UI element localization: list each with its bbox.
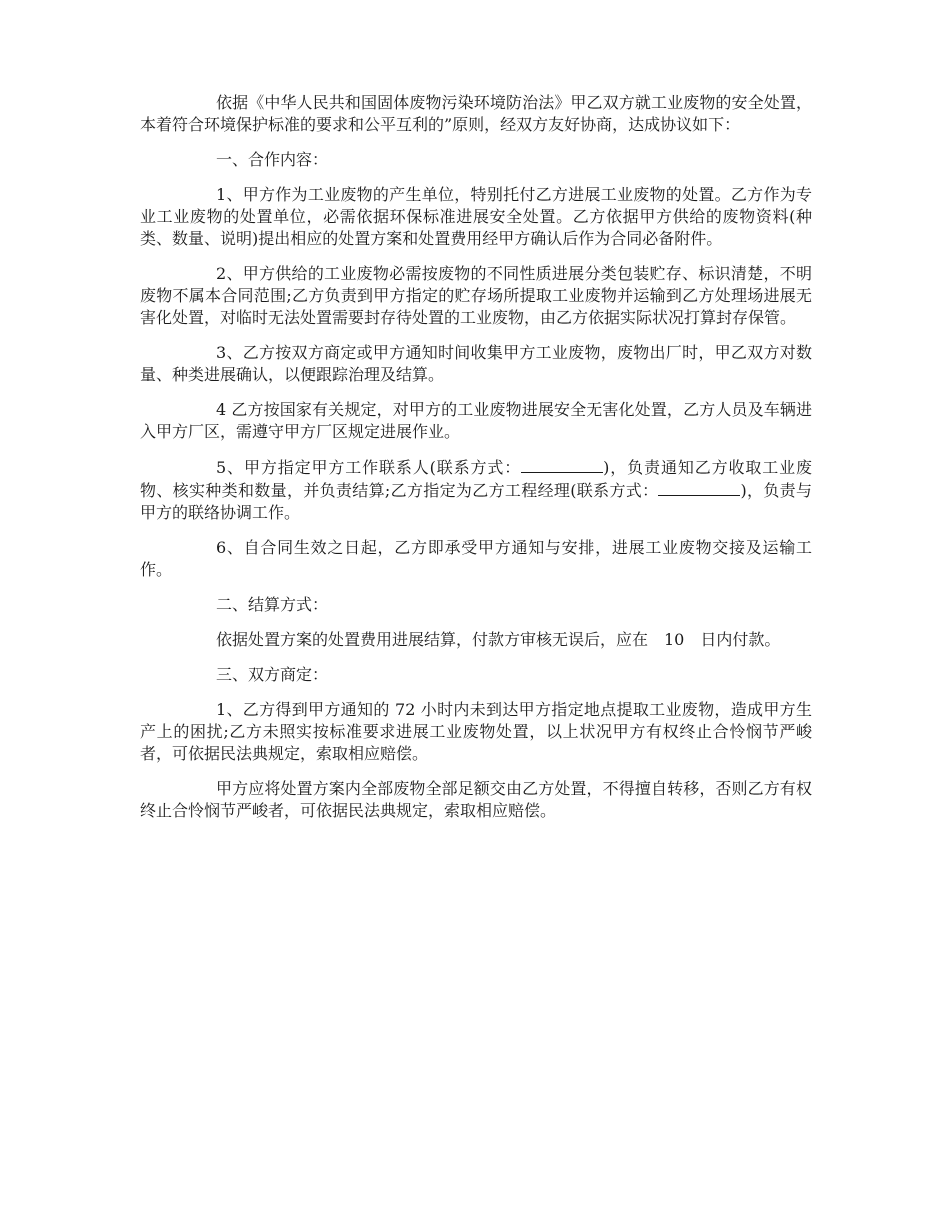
section-1-item-3: 3、乙方按双方商定或甲方通知时间收集甲方工业废物，废物出厂时，甲乙双方对数量、种类进展确认，以便跟踪治理及结算。 (140, 343, 812, 384)
section-1-item-5 (140, 456, 812, 524)
intro-paragraph: 依据《中华人民共和国固体废物污染环境防治法》甲乙双方就工业废物的安全处置，本着符合环境保护标准的要求和公平互利的”原则，经双方友好协商，达成协议如下： (140, 93, 812, 134)
item-5-text-b: )，负责通知乙方收取工业废物、核实种类和数量，并负责结算;乙方指定为乙方工程经理(联系方式： (140, 458, 812, 500)
item-5-text-a: 5、甲方指定甲方工作联系人(联系方式： (216, 458, 522, 477)
section-3-heading: 三、双方商定： (216, 665, 329, 684)
section-1-heading: 一、合作内容： (216, 150, 329, 169)
section-1-item-6: 6、自合同生效之日起，乙方即承受甲方通知与安排，进展工业废物交接及运输工作。 (140, 538, 812, 579)
contact-blank-party-a (521, 456, 603, 473)
section-3-item-1: 1、乙方得到甲方通知的 72 小时内未到达甲方指定地点提取工业废物，造成甲方生产上的困扰;乙方未照实按标准要求进展工业废物处置，以上状况甲方有权终止合怜悯节严峻者，可依据民法典规定，索取相应赔偿。 (140, 700, 812, 763)
contact-blank-party-b (658, 479, 740, 496)
section-3-item-2: 甲方应将处置方案内全部废物全部足额交由乙方处置，不得擅自转移，否则乙方有权终止合怜悯节严峻者，可依据民法典规定，索取相应赔偿。 (140, 779, 812, 820)
item-5-text-c: )，负责与甲方的联络协调工作。 (140, 481, 812, 522)
section-2-heading: 二、结算方式： (216, 595, 329, 614)
document-body (140, 92, 812, 835)
section-1-item-1: 1、甲方作为工业废物的产生单位，特别托付乙方进展工业废物的处置。乙方作为专业工业废物的处置单位，必需依据环保标准进展安全处置。乙方依据甲方供给的废物资料(种类、数量、说明)提出相应的处置方案和处置费用经甲方确认后作为合同必备附件。 (140, 185, 812, 248)
section-2-text: 依据处置方案的处置费用进展结算，付款方审核无误后，应在 10 日内付款。 (216, 630, 781, 649)
section-1-item-2: 2、甲方供给的工业废物必需按废物的不同性质进展分类包装贮存、标识清楚，不明废物不属本合同范围;乙方负责到甲方指定的贮存场所提取工业废物并运输到乙方处理场进展无害化处置，对临时无法处置需要封存待处置的工业废物，由乙方依据实际状况打算封存保管。 (140, 264, 812, 327)
section-1-item-4: 4 乙方按国家有关规定，对甲方的工业废物进展安全无害化处置，乙方人员及车辆进入甲方厂区，需遵守甲方厂区规定进展作业。 (140, 400, 812, 441)
